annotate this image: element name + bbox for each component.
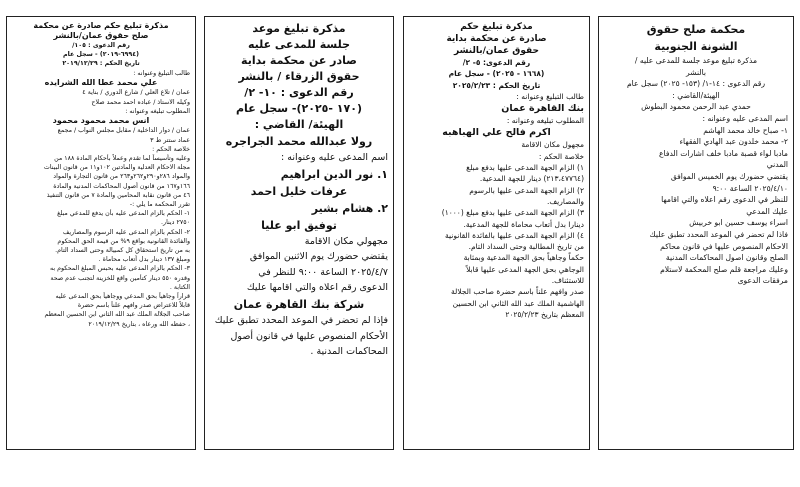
notice-line: وعليك مراجعة قلم صلح المحكمة لاستلام xyxy=(660,264,788,274)
judgment-date: تاريخ الحكم : ٢٠٢٥/٢/٢٣ xyxy=(452,80,541,90)
plaintiff-name: بنك القاهرة عمان xyxy=(501,103,584,115)
case-number: رقم الدعوى : ١٤-١/ (١٥٣- ٢٠٢٥) سجل عام xyxy=(626,79,765,89)
notice-line: من تاريخ المطالبة وحتى السداد التام. xyxy=(468,242,584,252)
notice-line: للاستئناف. xyxy=(551,276,584,286)
notice-line: ، حفظه الله ورعاه ، بتاريخ ٢٠١٩/١٢/٢٩ xyxy=(88,320,190,328)
notice-column-judgment-amman-conciliation xyxy=(6,16,196,450)
defendant-address: المدني xyxy=(766,160,788,170)
defendant-name: انس محمد محمود محمود xyxy=(52,115,150,125)
notice-line: قابلاً للاعتراض صدر وافهم علناً باسم حضرة xyxy=(77,302,190,310)
case-register: (٦٩٩٤-٢٠١٩) - سجل عام xyxy=(63,51,139,59)
defendant-name: ٢- محمد خلدون عبد الهادي الفقهاء xyxy=(679,137,788,147)
notice-column-judgment-amman-first-instance xyxy=(403,16,590,450)
judge-name: رولا عبدالله محمد الجراجره xyxy=(225,135,373,148)
defendant-name: اكرم فالح علي الهباهبه xyxy=(442,127,551,139)
notice-line: ٢٠٢٥/٤/٧ الساعة ٩:٠٠ للنظر في xyxy=(258,266,388,278)
notice-line: والفائدة القانونية بواقع ٩% من قيمة الحق المحكوم xyxy=(57,237,190,245)
notice-line: المطلوب تبليغه وعنوانه : xyxy=(506,116,584,126)
notice-line: ٢٧٥٠ دينار. xyxy=(161,219,190,227)
notice-line: عمان / دوار الداخلية / مقابل مجلس النواب / مجمع xyxy=(57,127,190,135)
notice-line: وعليه وتأسيساً لما تقدم وعملاً بأحكام المادة ١٨٨ من xyxy=(54,155,190,163)
judge-label: الهيئة/ القاضي : xyxy=(254,118,344,131)
case-number: رقم الدعوى : ١٠- ٢/ xyxy=(244,86,354,99)
judgment-date: تاريخ الحكم : ٢٠١٩/١٢/٢٩ xyxy=(62,60,140,68)
notice-line: عليك المدعي xyxy=(746,206,788,216)
defendant-name: توفيق ابو عليا xyxy=(261,218,337,232)
case-number: رقم الدعوى: ٥- ٢/ xyxy=(462,58,531,67)
notice-line: فإذا لم تحضر في الموعد المحدد تطبق عليك xyxy=(214,314,388,326)
notice-line: دينارا بدل أتعاب محاماة للجهة المدعية. xyxy=(463,219,584,229)
judge-name: حمدي عبد الرحمن محمود البطوش xyxy=(641,102,751,112)
notice-court: صادرة عن محكمة بداية xyxy=(446,34,547,44)
notice-line: ١- الحكم بالزام المدعى عليه بأن يدفع للمدعي مبلغ xyxy=(57,210,190,218)
notice-column-hearing-zarqa xyxy=(204,16,394,450)
defendant-name: ١. نور الدين ابراهيم xyxy=(280,167,388,181)
notice-line: ٣- الحكم بالزام المدعى عليه بحبس المبلغ المحكوم به xyxy=(49,265,190,273)
notice-line: ١) الزام الجهة المدعى عليها بدفع مبلغ xyxy=(466,163,584,173)
notice-line: يقتضي حضورك يوم الخميس الموافق xyxy=(670,171,788,181)
notice-title: مذكرة تبليغ موعد xyxy=(252,22,346,35)
notice-line: ومبلغ ١٣٧ دينار بدل أتعاب محاماة . xyxy=(98,256,190,264)
notice-subtitle: جلسة للمدعى عليه xyxy=(247,38,351,51)
notice-line: صدر وافهم علناً باسم حضرة صاحب الجلالة xyxy=(451,287,584,297)
plaintiff-name: علي محمد عطا الله الشرايده xyxy=(44,77,158,87)
notice-line: المطلوب تبليغه وعنوانه : xyxy=(125,107,190,115)
case-register: (١٦٦٨ - ٢٠٢٥) - سجل عام xyxy=(448,69,545,79)
notice-line: الصلح وقانون اصول المحاكمات المدنية xyxy=(665,253,788,263)
notice-line: والمواد ٢٨٦و٢٩٠و٢٦٢و٢٦٣ من قانون التجارة والمواد xyxy=(53,173,190,181)
case-register: (١٧٠ -٢٠٢٥)- سجل عام xyxy=(236,102,362,115)
notice-line: المعظم بتاريخ ٢٠٢٥/٢/٢٣ xyxy=(505,309,584,319)
notice-line: اسم المدعى عليه وعنوانه : xyxy=(281,152,388,163)
notice-line: مرفقات الدعوى xyxy=(737,276,788,286)
notice-line: يقتضي حضورك يوم الاثنين الموافق xyxy=(249,251,388,263)
notice-court: محكمة صلح حقوق xyxy=(646,23,746,36)
notice-line: مجلة الاحكام العدلية والمادتين ١٠٢و١١ من قانون البينات xyxy=(43,164,190,172)
notice-line: والمصاريف. xyxy=(547,196,584,206)
notice-line: خلاصة الحكم : xyxy=(152,145,190,153)
notice-line: ٢- الحكم بالزام المدعى عليه الرسوم والمصاريف xyxy=(62,228,190,236)
notice-line: ١٦٦و١٦٧ من قانون أصول المحاكمات المدنية والمادة xyxy=(53,182,190,190)
notice-line: طالب التبليغ وعنوانه : xyxy=(133,69,190,77)
defendant-name: ١- صباح خالد محمد الهاشم xyxy=(703,125,788,135)
defendant-address: مادبا لواء قصبة مادبا خلف اشارات الدفاع xyxy=(658,148,788,158)
notice-court: صلح حقوق عمان/بالنشر xyxy=(53,31,149,40)
notice-line: صاحب الجلالة الملك عبد الله الثاني ابن الحسين المعظم xyxy=(44,311,190,319)
notice-line: خلاصة الحكم : xyxy=(538,151,584,161)
notice-line: به من تاريخ استحقاق كل كمبيالة وحتى السداد التام. xyxy=(55,247,190,255)
notice-line: ٣) الزام الجهة المدعى عليها بدفع مبلغ (١٠٠٠) xyxy=(441,208,584,218)
notice-line: وقدره ٥٥٠ دينار كتأمين واقع للخزينة لتجنب عدم صحة xyxy=(50,274,190,282)
notice-line: مجهول مكان الاقامة xyxy=(521,140,584,150)
notice-title: مذكرة تبليغ حكم صادرة عن محكمة xyxy=(33,21,169,30)
notice-line: الوجاهي بحق الجهة المدعى عليها قابلاً xyxy=(466,264,584,274)
notice-line: الكتابة . xyxy=(169,283,190,291)
notice-line: الدعوى رقم اعلاه والتي اقامها عليك xyxy=(246,282,388,294)
notice-court-city: الشونة الجنوبية xyxy=(654,40,738,53)
notice-line: ٤) الزام الجهة المدعى عليها بالفائدة القانونية xyxy=(445,230,584,240)
case-number: رقم الدعوى : ١٠٥/ xyxy=(72,42,130,49)
notice-line: اسم المدعى عليه وعنوانه : xyxy=(702,113,788,123)
notice-line: الأحكام المنصوص عليها في قانون أصول xyxy=(230,330,388,342)
notice-line: ٤٦ من قانون نقابة المحامين والمادة ٧ من قانون التنفيذ xyxy=(46,191,190,199)
notice-court-city: حقوق الزرقاء / بالنشر xyxy=(238,70,360,83)
notice-line: عماد ستتر ط ٣ xyxy=(150,136,190,144)
defendant-name: عرفات خليل احمد xyxy=(250,184,348,198)
notice-line: الهاشمية الملك عبد الله الثاني ابن الحسين xyxy=(452,298,584,308)
notice-method: بالنشر xyxy=(686,67,706,77)
notice-line: طالب التبليغ وعنوانه : xyxy=(516,91,584,101)
notice-title: مذكرة تبليغ حكم xyxy=(460,22,533,32)
notice-line: ٢) الزام الجهة المدعى عليها بالرسوم xyxy=(469,185,584,195)
notice-line: وكيله الاستاذ / عباده احمد محمد صلاح xyxy=(91,98,190,106)
notice-line: قراراً وجاهياً بحق المدعي ووجاهياً بحق المدعى عليه xyxy=(55,293,190,301)
hearing-date: ٢٠٢٥/٤/١٠ الساعة ٩:٠٠ xyxy=(712,183,788,193)
notice-line: المحاكمات المدنية . xyxy=(310,346,388,358)
notice-court: صادر عن محكمة بداية xyxy=(241,54,357,67)
notice-title: مذكرة تبليغ موعد جلسة للمدعى عليه / xyxy=(634,56,758,65)
notice-line: الاحكام المنصوص عليها في قانون محاكم xyxy=(660,241,788,251)
plaintiff-name: اسراء يوسف حسين ابو خربيش xyxy=(689,218,788,228)
notice-line: مجهولي مكان الاقامة xyxy=(304,235,388,247)
notice-line: (٢١٣،٤٧٧٦٤) دينار للجهة المدعية. xyxy=(479,174,584,184)
notice-line: للنظر في الدعوى رقم اعلاه والتي اقامها xyxy=(661,195,788,205)
notice-line: تقرر المحكمة ما يلي :- xyxy=(129,201,190,209)
notice-court-city: حقوق عمان/بالنشر xyxy=(454,46,539,56)
notice-line: حكماً وجاهياً بحق الجهة المدعية وبمثابة xyxy=(463,253,584,263)
plaintiff-name: شركة بنك القاهرة عمان xyxy=(233,297,365,311)
notice-line: فاذا لم تحضر في الموعد المحدد تطبق عليك xyxy=(649,229,788,239)
notice-column-hearing-south-shuna xyxy=(598,16,794,450)
notice-line: عمان / تلاع العلي / شارع الدوري / بناية ٤ xyxy=(82,89,190,97)
judge-label: الهيئة/القاضي : xyxy=(672,90,720,100)
defendant-name: ٢. هشام بشير xyxy=(311,201,388,215)
